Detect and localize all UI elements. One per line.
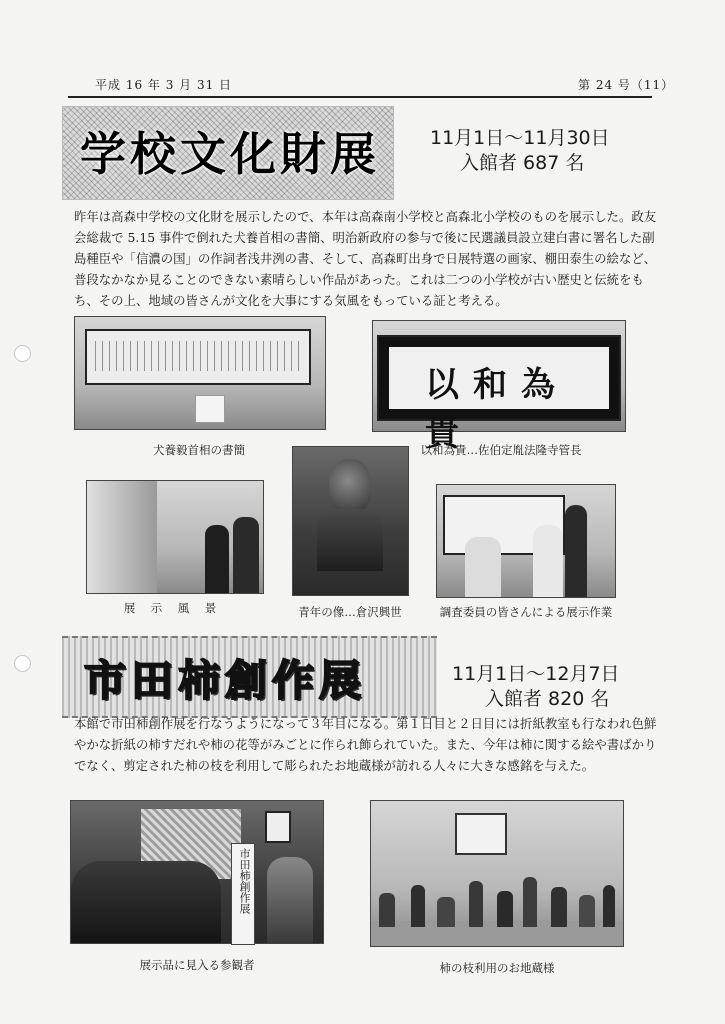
jizo-carving (379, 893, 395, 927)
section2-visitors: 入館者 820 名 (485, 688, 610, 710)
punch-hole (14, 345, 31, 362)
photo-inukai-letter (74, 316, 326, 430)
crowd (71, 861, 221, 943)
jizo-carving (603, 885, 615, 927)
section2-paragraph: 本館で市田柿創作展を行なうようになって３年目になる。第１日目と２日目には折紙教室も行なわれ色鮮やかな折紙の柿すだれや柿の花等がみごとに作られ飾られていた。また、今年は柿に関する絵や書ばかりでなく、剪定された柿の枝を利用して彫られたお地蔵様が訪れる人々に大きな感銘を与えた。 (74, 716, 657, 773)
small-picture (265, 811, 291, 843)
section1-paragraph: 昨年は高森中学校の文化財を展示したので、本年は高森南小学校と高森北小学校のものを展示した。政友会総裁で 5.15 事件で倒れた犬養首相の書簡、明治新政府の参与で後に民選議員設立建白書に署名した副島種臣や「信濃の国」の作詞者浅井洌の書、そして、高森町出身で日展特選の画家、棚田泰生の絵など、普段なかなか見ることのできない素晴らしい作品があった。これは二つの小学校が古い歴史と伝統をもち、その上、地域の皆さんが文化を大事にする気風をもっている証と考える。 (74, 209, 657, 308)
section2-title: 市田柿創作展 (84, 656, 367, 705)
jizo-carving (523, 877, 537, 927)
jizo-carving (497, 891, 513, 927)
bust-body (317, 509, 383, 571)
worker-figure (465, 537, 501, 597)
display-case (87, 481, 157, 593)
page-date: 平成 16 年 3 月 31 日 (95, 78, 233, 92)
section2-dates: 11月1日～12月7日 (452, 663, 620, 685)
jizo-carving (411, 885, 425, 927)
jizo-carving (579, 895, 595, 927)
bust-head (329, 459, 371, 513)
jizo-carving (551, 887, 567, 927)
photo-jizo (370, 800, 624, 947)
wall-painting (455, 813, 507, 855)
caption-calligraphy: 以和為貴…佐伯定胤法隆寺管長 (420, 443, 582, 457)
section1-dates: 11月1日～11月30日 (430, 127, 610, 149)
photo-installation (436, 484, 616, 598)
issue-number: 第 24 号（11） (578, 78, 675, 92)
visitor-figure (233, 517, 259, 593)
worker-figure (533, 525, 563, 597)
section1-title: 学校文化財展 (80, 127, 380, 181)
sign-text: 市田柿創作展 (238, 848, 251, 914)
caption-scene: 展 示 風 景 (123, 601, 219, 615)
caption-visitors: 展示品に見入る参観者 (139, 958, 255, 972)
label-card (195, 395, 225, 423)
exhibition-sign (231, 843, 255, 945)
photo-exhibition-scene (86, 480, 264, 594)
jizo-carving (469, 881, 483, 927)
photo-visitors (70, 800, 324, 944)
caption-statue: 青年の像…倉沢興世 (298, 605, 402, 619)
caption-installation: 調査委員の皆さんによる展示作業 (439, 605, 613, 619)
jizo-carving (437, 897, 455, 927)
visitor-figure (205, 525, 229, 593)
worker-figure (565, 505, 587, 597)
caption-inukai: 犬養毅首相の書簡 (153, 443, 245, 457)
calligraphy-characters: 以和為貴 (425, 365, 569, 454)
caption-jizo: 柿の枝利用のお地蔵様 (439, 961, 555, 975)
header-rule (68, 96, 652, 98)
visitor-figure (267, 857, 313, 943)
punch-hole (14, 655, 31, 672)
section1-visitors: 入館者 687 名 (460, 152, 585, 174)
photo-statue (292, 446, 409, 596)
framed-letter (85, 329, 311, 385)
